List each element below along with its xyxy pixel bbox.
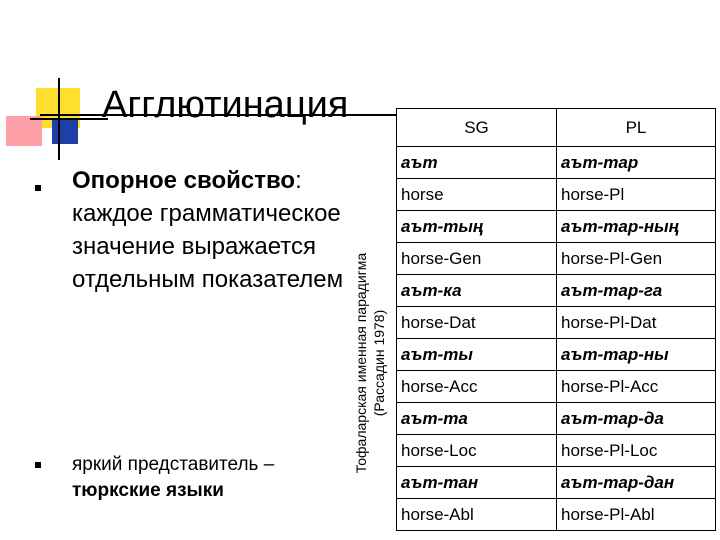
cell-sg-gloss: horse-Dat — [397, 307, 557, 339]
cell-pl-form: аът-тар-га — [557, 275, 716, 307]
cell-pl-form: аът-тар — [557, 147, 716, 179]
table-row — [397, 371, 716, 403]
cell-sg-gloss: horse-Loc — [397, 435, 557, 467]
cell-pl-form: аът-тар-ның — [557, 211, 716, 243]
bullet-2-plain: яркий представитель – — [72, 454, 275, 475]
vertical-label-text — [352, 210, 388, 516]
bullet-marker — [35, 185, 41, 191]
cell-pl-form: аът-тар-ны — [557, 339, 716, 371]
vertical-label-line2: (Рассадин 1978) — [371, 309, 387, 417]
table-row — [397, 403, 716, 435]
bullet-2-bold: тюркские языки — [72, 480, 224, 501]
cell-pl-gloss: horse-Pl-Loc — [557, 435, 716, 467]
bullet-text-1 — [72, 164, 362, 296]
logo-pink-square — [6, 116, 42, 146]
bullet-1-rest: : каждое грамматическое значение выражается отдельным показателем — [72, 167, 344, 293]
logo-horizontal-line — [30, 118, 108, 120]
table-row — [397, 499, 716, 531]
table-row — [397, 467, 716, 499]
table-row — [397, 147, 716, 179]
cell-sg-form: аът-тың — [397, 211, 557, 243]
table-row — [397, 275, 716, 307]
cell-sg-gloss: horse-Gen — [397, 243, 557, 275]
bullet-marker — [35, 462, 41, 468]
table-row — [397, 435, 716, 467]
table-row — [397, 307, 716, 339]
table-row — [397, 211, 716, 243]
table-row — [397, 179, 716, 211]
cell-sg-form: аът-ты — [397, 339, 557, 371]
table-row — [397, 243, 716, 275]
cell-sg-gloss: horse — [397, 179, 557, 211]
slide-title: Агглютинация — [102, 84, 349, 126]
cell-pl-form: аът-тар-дан — [557, 467, 716, 499]
cell-pl-gloss: horse-Pl — [557, 179, 716, 211]
cell-pl-gloss: horse-Pl-Abl — [557, 499, 716, 531]
bullet-1-bold: Опорное свойство — [72, 167, 296, 194]
header-sg: SG — [397, 109, 557, 147]
vertical-label — [350, 210, 390, 516]
table-row — [397, 339, 716, 371]
cell-pl-gloss: horse-Pl-Gen — [557, 243, 716, 275]
paradigm-table — [396, 108, 716, 531]
cell-pl-gloss: horse-Pl-Dat — [557, 307, 716, 339]
vertical-label-line1: Тофаларская именная парадигма — [353, 252, 369, 474]
cell-sg-form: аът-ка — [397, 275, 557, 307]
bullet-text-2 — [72, 452, 342, 504]
cell-pl-form: аът-тар-да — [557, 403, 716, 435]
cell-pl-gloss: horse-Pl-Acc — [557, 371, 716, 403]
cell-sg-form: аът — [397, 147, 557, 179]
header-pl: PL — [557, 109, 716, 147]
cell-sg-gloss: horse-Acc — [397, 371, 557, 403]
logo-blue-square — [52, 118, 78, 144]
table-header-row — [397, 109, 716, 147]
cell-sg-form: аът-та — [397, 403, 557, 435]
cell-sg-gloss: horse-Abl — [397, 499, 557, 531]
cell-sg-form: аът-тан — [397, 467, 557, 499]
